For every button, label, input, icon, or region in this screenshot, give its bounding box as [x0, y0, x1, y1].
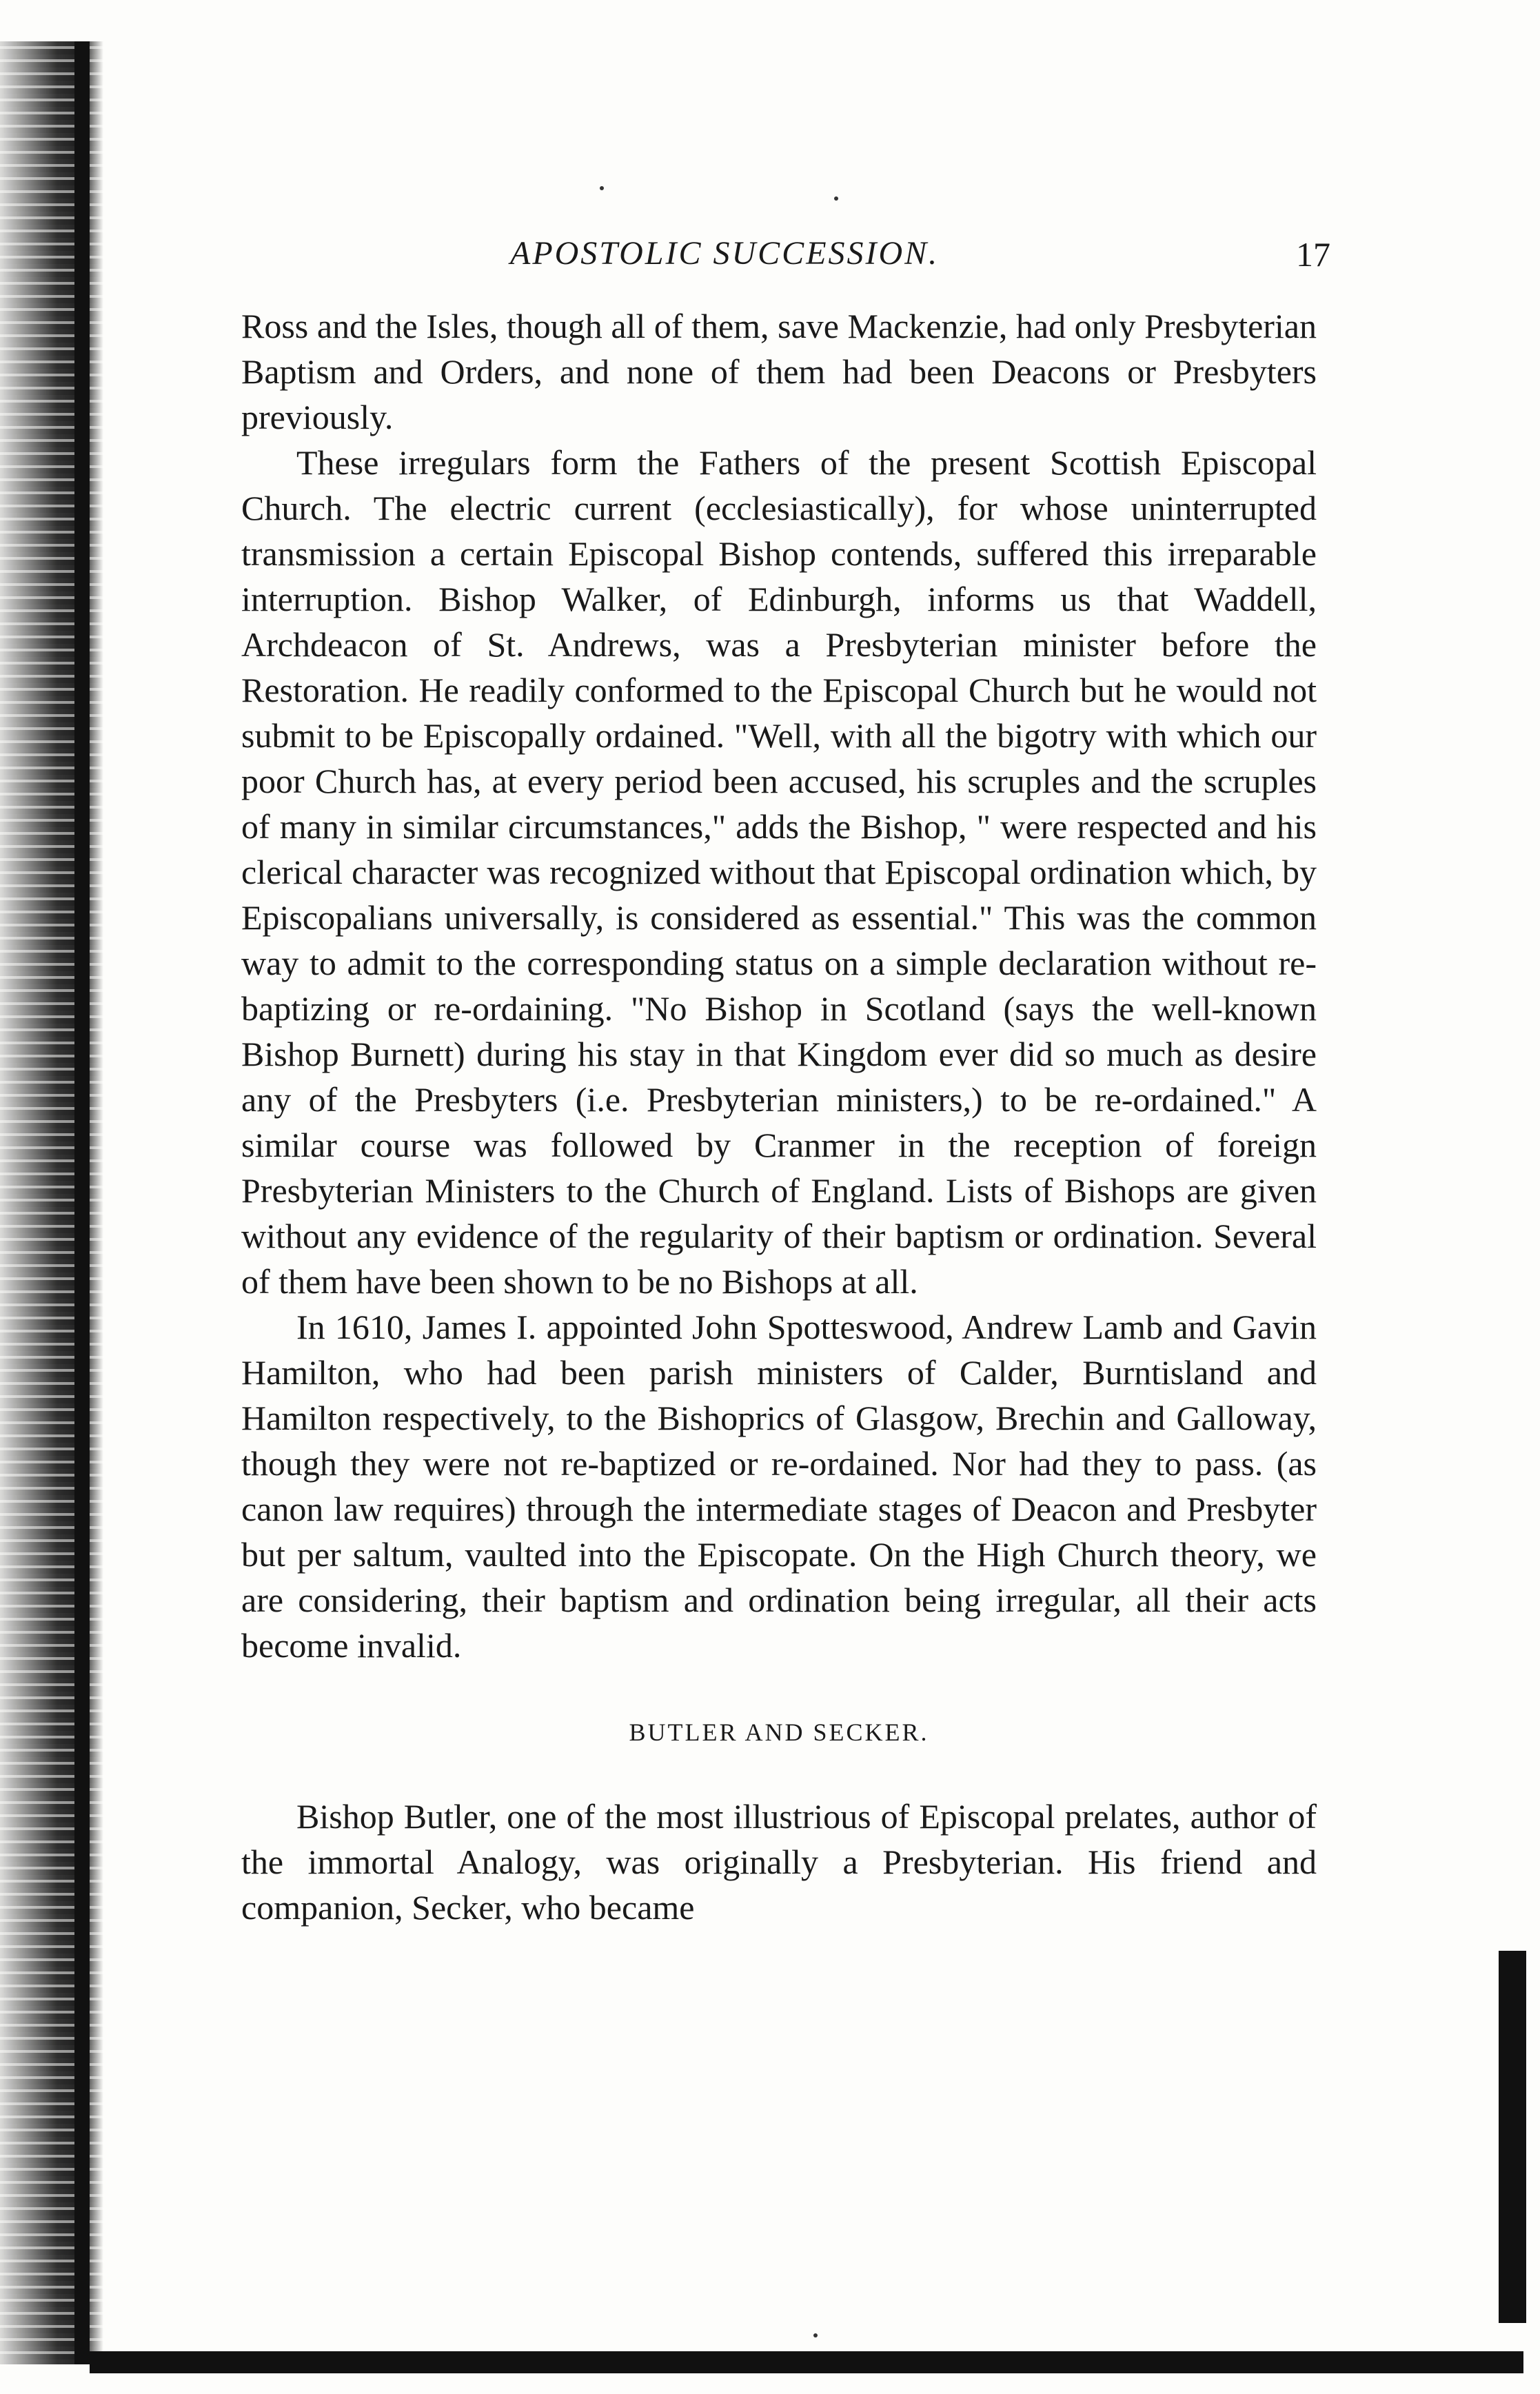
paragraph: In 1610, James I. appointed John Spotteswood, Andrew Lamb and Gavin Hamilton, who had been parish ministers of Calder, Burntisland and Hamilton respectively, to the Bishoprics of Glasgow, Brechin and Galloway, though they were not re-baptized or re-ordained. Nor had they to pass. (as canon law requires) through the intermediate stages of Deacon and Presbyter but per saltum, vaulted into the Episcopate. On the High Church theory, we are considering, their baptism and ordination being irregular, all their acts become invalid. [241, 1308, 1317, 1665]
paragraph: Bishop Butler, one of the most illustrious of Episcopal prelates, author of the immortal Analogy, was originally a Presbyterian. His friend and companion, Secker, who became [241, 1797, 1317, 1927]
scan-speck [834, 196, 838, 201]
scan-right-edge-mark [1499, 1951, 1526, 2323]
paragraph: Ross and the Isles, though all of them, save Mackenzie, had only Presbyterian Baptism and Orders, and none of them had been Deacons or Presbyters previously. [241, 307, 1317, 436]
section-heading: BUTLER AND SECKER. [629, 1718, 929, 1746]
paragraph: These irregulars form the Fathers of the present Scottish Episcopal Church. The electric current (ecclesiastically), for whose uninterrupted transmission a certain Episcopal Bishop contends, suffered this irreparable interruption. Bishop Walker, of Edinburgh, informs us that Waddell, Archdeacon of St. Andrews, was a Presbyterian minister before the Restoration. He readily conformed to the Episcopal Church but he would not submit to be Episcopally ordained. "Well, with all the bigotry with which our poor Church has, at every period been accused, his scruples and the scruples of many in similar circumstances," adds the Bishop, " were respected and his clerical character was recognized without that Episcopal ordination which, by Episcopalians universally, is considered as essential." This was the common way to admit to the corresponding status on a simple declaration without re-baptizing or re-ordaining. "No Bishop in Scotland (says the well-known Bishop Burnett) during his stay in that Kingdom ever did so much as desire any of the Presbyters (i.e. Presbyterian ministers,) to be re-ordained." A similar course was followed by Cranmer in the reception of foreign Presbyterian Ministers to the Church of England. Lists of Bishops are given without any evidence of the regularity of their baptism or ordination. Several of them have been shown to be no Bishops at all. [241, 443, 1317, 1301]
body-text [241, 303, 1317, 1930]
scan-binding-shadow [74, 41, 90, 2364]
page-header [241, 234, 1330, 290]
scan-speck [813, 2333, 818, 2337]
scan-bottom-edge-mark [90, 2351, 1523, 2373]
scan-speck [600, 186, 604, 190]
running-head: APOSTOLIC SUCCESSION. [510, 235, 940, 272]
page-number: 17 [1296, 235, 1330, 274]
